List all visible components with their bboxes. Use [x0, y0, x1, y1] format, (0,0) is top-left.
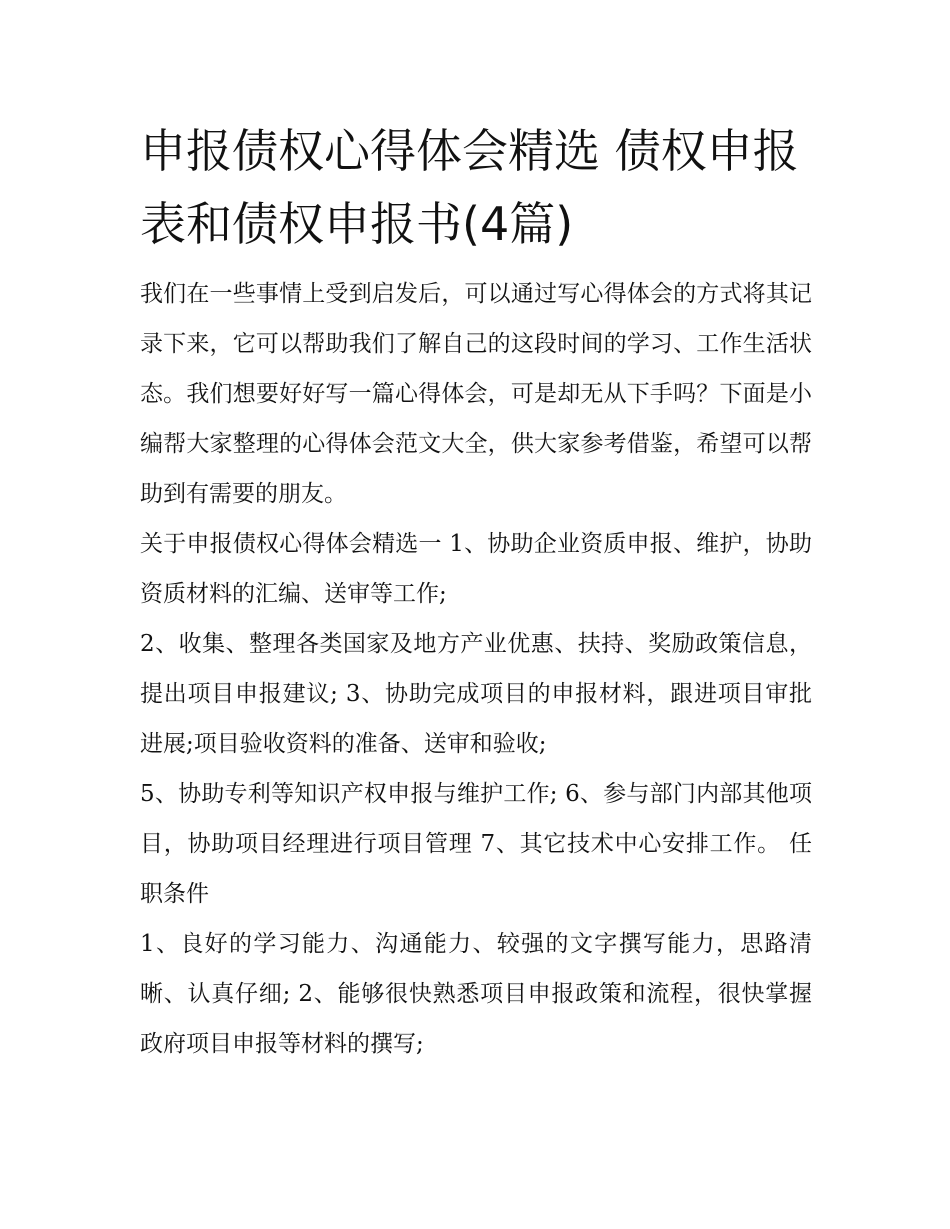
paragraph-duties-2-3: 2、收集、整理各类国家及地方产业优惠、扶持、奖励政策信息，提出项目申报建议; 3、协助完成项目的申报材料，跟进项目审批进展;项目验收资料的准备、送审和验收; [140, 631, 812, 757]
document-content [140, 115, 812, 1069]
paragraph-intro: 我们在一些事情上受到启发后，可以通过写心得体会的方式将其记录下来，它可以帮助我们了解自己的这段时间的学习、工作生活状态。我们想要好好写一篇心得体会，可是却无从下手吗？下面是小编帮大家整理的心得体会范文大全，供大家参考借鉴，希望可以帮助到有需要的朋友。 [140, 281, 812, 507]
paragraph-section-one: 关于申报债权心得体会精选一 1、协助企业资质申报、维护，协助资质材料的汇编、送审等工作; [140, 531, 812, 607]
paragraph-duties-5-7: 5、协助专利等知识产权申报与维护工作; 6、参与部门内部其他项目，协助项目经理进行项目管理 7、其它技术中心安排工作。 任职条件 [140, 781, 812, 907]
paragraph-requirements: 1、良好的学习能力、沟通能力、较强的文字撰写能力，思路清晰、认真仔细; 2、能够很快熟悉项目申报政策和流程，很快掌握政府项目申报等材料的撰写; [140, 931, 812, 1057]
document-title: 申报债权心得体会精选 债权申报表和债权申报书(4篇) [140, 124, 799, 251]
